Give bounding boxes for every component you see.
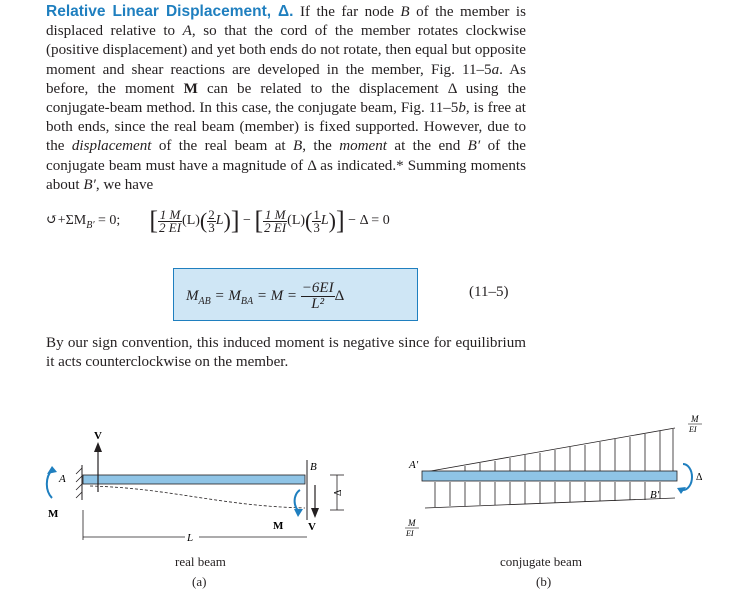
moment-arc-b-prime	[683, 464, 692, 490]
label-delta-b: Δ	[696, 472, 703, 483]
caption-a: (a)	[192, 574, 207, 589]
label-length: L	[187, 532, 194, 544]
body-paragraph-1: Relative Linear Displacement, Δ. If the far node B of the member is displaced relative to A, so that the cord of the member rotates clockwise (positive displacement) and yet both ends do not rotate, then equal but opposite moment and shear reactions are developed in the member, Fig. 11–5a. As before, the moment M can be related to the displacement Δ using the conjugate-beam method. In this case, the conjugate beam, Fig. 11–5b, is free at both ends, since the real beam (member) is fixed supported. However, due to the displacement of the real beam at B, the moment at the end B′ of the conjugate beam must have a magnitude of Δ as indicated.* Summing moments about B′, we have	[46, 3, 527, 193]
label-a: A	[59, 473, 66, 485]
figure-real-beam	[30, 430, 360, 595]
conjugate-beam	[422, 471, 677, 481]
label-mei-top-den: EI	[689, 425, 697, 434]
caption-real-beam: real beam	[175, 554, 226, 569]
label-a-prime: A′	[409, 459, 419, 471]
section-heading: Relative Linear Displacement, Δ.	[46, 3, 294, 20]
label-mei-top-num: M	[691, 414, 699, 424]
deflected-shape	[90, 486, 305, 508]
label-v-b: V	[308, 521, 316, 533]
caption-conjugate-beam: conjugate beam	[500, 554, 582, 569]
moment-arc-b	[295, 490, 300, 512]
label-mei-bot-num: M	[408, 518, 416, 528]
figure-conjugate-beam	[395, 410, 740, 560]
equation-number: (11–5)	[469, 284, 509, 300]
label-v-a: V	[94, 430, 102, 442]
label-b-prime: B′	[650, 489, 660, 501]
result-equation-box: $M_{AB} = M_{BA} = M$ = $\frac{-6EI}{\text{L²}}$ Δ	[173, 268, 418, 321]
moment-sum-equation: $↺+\Sigma M_{B'} = 0$; [ $\frac{1 M}{2 EI}$ (L)( $\frac{2}{3}$ L)] − [ $\frac{1 M}{2 EI}$ (L)( $\frac{1}{3}$ L)] − Δ = 0	[46, 206, 390, 235]
caption-b: (b)	[536, 574, 552, 589]
wall-a-hatch	[76, 468, 82, 498]
label-mei-bot-den: EI	[406, 529, 414, 538]
label-delta-a: Δ	[333, 489, 344, 496]
shear-arrow-b	[311, 508, 319, 518]
upward-load-arrows	[465, 429, 673, 471]
label-b: B	[310, 461, 317, 473]
label-m-a: M	[48, 508, 59, 520]
shear-arrow-a	[94, 442, 102, 452]
real-beam	[83, 475, 305, 484]
body-paragraph-2: By our sign convention, this induced moment is negative since for equilibrium it acts counterclockwise on the member.	[46, 335, 526, 371]
label-m-b: M	[273, 520, 284, 532]
moment-arc-a	[47, 470, 52, 498]
